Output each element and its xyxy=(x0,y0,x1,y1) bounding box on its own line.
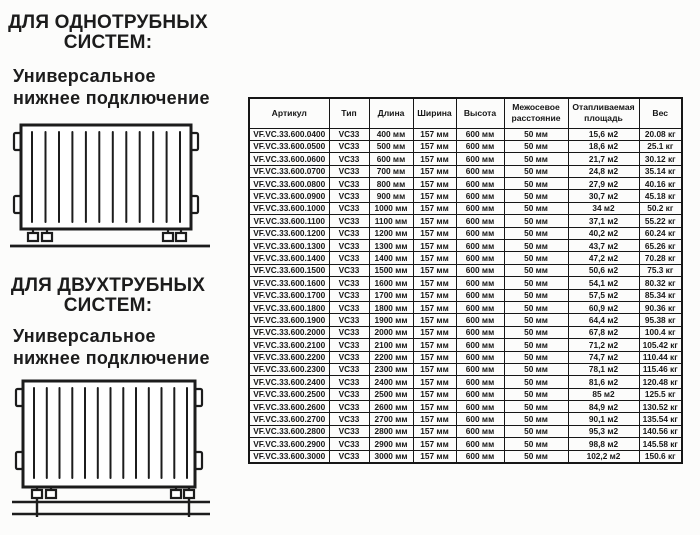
table-cell: 2800 мм xyxy=(369,425,413,437)
table-cell: 600 мм xyxy=(456,264,504,276)
table-cell: VF.VC.33.600.2700 xyxy=(249,413,329,425)
table-cell: 90,1 м2 xyxy=(568,413,639,425)
table-row xyxy=(249,264,682,276)
table-cell: 157 мм xyxy=(413,401,456,413)
table-cell: VC33 xyxy=(329,202,369,214)
table-cell: 600 мм xyxy=(456,413,504,425)
table-cell: 157 мм xyxy=(413,301,456,313)
table-cell: VF.VC.33.600.2000 xyxy=(249,326,329,338)
table-row xyxy=(249,326,682,338)
table-cell: 45.18 кг xyxy=(639,190,682,202)
table-cell: 50.2 кг xyxy=(639,202,682,214)
table-cell: VC33 xyxy=(329,438,369,450)
table-cell: 50 мм xyxy=(504,351,568,363)
table-cell: 24,8 м2 xyxy=(568,165,639,177)
table-cell: 157 мм xyxy=(413,351,456,363)
table-cell: VC33 xyxy=(329,339,369,351)
table-cell: 500 мм xyxy=(369,140,413,152)
table-cell: 600 мм xyxy=(456,351,504,363)
table-cell: 2600 мм xyxy=(369,401,413,413)
table-cell: 600 мм xyxy=(456,165,504,177)
table-cell: 145.58 кг xyxy=(639,438,682,450)
table-cell: VF.VC.33.600.1100 xyxy=(249,215,329,227)
table-cell: 600 мм xyxy=(456,277,504,289)
two-pipe-subheading xyxy=(13,326,228,369)
column-header: Отапливаемая площадь xyxy=(568,98,639,128)
table-cell: 600 мм xyxy=(456,289,504,301)
two-pipe-heading-line1: ДЛЯ ДВУХТРУБНЫХ xyxy=(10,275,206,296)
table-cell: 2500 мм xyxy=(369,388,413,400)
table-cell: 50 мм xyxy=(504,289,568,301)
two-pipe-subheading-line1: Универсальное xyxy=(13,326,156,346)
table-cell: 3000 мм xyxy=(369,450,413,462)
table-row xyxy=(249,413,682,425)
table-cell: 157 мм xyxy=(413,314,456,326)
table-cell: VF.VC.33.600.1700 xyxy=(249,289,329,301)
table-cell: 50 мм xyxy=(504,450,568,462)
table-cell: 157 мм xyxy=(413,363,456,375)
table-cell: 2400 мм xyxy=(369,376,413,388)
table-cell: 65.26 кг xyxy=(639,240,682,252)
table-row xyxy=(249,227,682,239)
table-cell: VC33 xyxy=(329,252,369,264)
table-cell: 700 мм xyxy=(369,165,413,177)
table-cell: VC33 xyxy=(329,178,369,190)
table-cell: 47,2 м2 xyxy=(568,252,639,264)
single-pipe-radiator-diagram-icon xyxy=(7,117,213,249)
table-cell: 600 мм xyxy=(456,388,504,400)
table-cell: 157 мм xyxy=(413,326,456,338)
table-cell: VF.VC.33.600.0600 xyxy=(249,153,329,165)
table-cell: VC33 xyxy=(329,227,369,239)
table-cell: 157 мм xyxy=(413,215,456,227)
table-cell: 18,6 м2 xyxy=(568,140,639,152)
table-cell: 2300 мм xyxy=(369,363,413,375)
table-cell: VF.VC.33.600.1300 xyxy=(249,240,329,252)
table-cell: VC33 xyxy=(329,376,369,388)
single-pipe-heading xyxy=(0,13,216,53)
table-cell: 85 м2 xyxy=(568,388,639,400)
table-cell: 600 мм xyxy=(456,215,504,227)
table-cell: VC33 xyxy=(329,413,369,425)
table-cell: 50 мм xyxy=(504,339,568,351)
table-cell: 50 мм xyxy=(504,401,568,413)
table-cell: 157 мм xyxy=(413,277,456,289)
table-cell: 157 мм xyxy=(413,450,456,462)
table-cell: VF.VC.33.600.1600 xyxy=(249,277,329,289)
table-cell: 157 мм xyxy=(413,128,456,140)
table-cell: VC33 xyxy=(329,289,369,301)
table-cell: VC33 xyxy=(329,326,369,338)
table-cell: 600 мм xyxy=(456,202,504,214)
table-cell: 81,6 м2 xyxy=(568,376,639,388)
table-row xyxy=(249,401,682,413)
table-cell: 37,1 м2 xyxy=(568,215,639,227)
table-cell: 50 мм xyxy=(504,376,568,388)
table-cell: 50,6 м2 xyxy=(568,264,639,276)
table-cell: 54,1 м2 xyxy=(568,277,639,289)
table-cell: VF.VC.33.600.3000 xyxy=(249,450,329,462)
spec-table-container xyxy=(248,97,681,464)
table-body xyxy=(249,128,682,463)
column-header: Ширина xyxy=(413,98,456,128)
table-cell: VF.VC.33.600.0700 xyxy=(249,165,329,177)
table-cell: 50 мм xyxy=(504,227,568,239)
table-cell: VF.VC.33.600.2300 xyxy=(249,363,329,375)
table-row xyxy=(249,252,682,264)
table-cell: 35.14 кг xyxy=(639,165,682,177)
table-row xyxy=(249,289,682,301)
table-cell: 34 м2 xyxy=(568,202,639,214)
table-cell: 157 мм xyxy=(413,202,456,214)
table-cell: VF.VC.33.600.0900 xyxy=(249,190,329,202)
table-cell: 60,9 м2 xyxy=(568,301,639,313)
table-cell: 600 мм xyxy=(456,425,504,437)
table-cell: 125.5 кг xyxy=(639,388,682,400)
table-cell: 40,2 м2 xyxy=(568,227,639,239)
table-row xyxy=(249,301,682,313)
table-cell: 78,1 м2 xyxy=(568,363,639,375)
table-cell: 50 мм xyxy=(504,165,568,177)
table-cell: 2000 мм xyxy=(369,326,413,338)
table-cell: 50 мм xyxy=(504,301,568,313)
table-row xyxy=(249,215,682,227)
table-cell: VF.VC.33.600.1400 xyxy=(249,252,329,264)
table-cell: 600 мм xyxy=(456,376,504,388)
table-cell: 30,7 м2 xyxy=(568,190,639,202)
single-pipe-subheading-line1: Универсальное xyxy=(13,66,156,86)
table-cell: VC33 xyxy=(329,363,369,375)
table-cell: 95.38 кг xyxy=(639,314,682,326)
table-cell: 20.08 кг xyxy=(639,128,682,140)
table-cell: 50 мм xyxy=(504,252,568,264)
table-cell: 157 мм xyxy=(413,339,456,351)
table-row xyxy=(249,190,682,202)
column-header: Длина xyxy=(369,98,413,128)
single-pipe-heading-line1: ДЛЯ ОДНОТРУБНЫХ xyxy=(8,12,208,33)
table-cell: VC33 xyxy=(329,215,369,227)
table-cell: 15,6 м2 xyxy=(568,128,639,140)
table-cell: 157 мм xyxy=(413,140,456,152)
table-cell: 2200 мм xyxy=(369,351,413,363)
table-cell: 90.36 кг xyxy=(639,301,682,313)
table-cell: 1600 мм xyxy=(369,277,413,289)
table-cell: 71,2 м2 xyxy=(568,339,639,351)
table-cell: 157 мм xyxy=(413,425,456,437)
table-cell: 1800 мм xyxy=(369,301,413,313)
table-cell: VF.VC.33.600.2600 xyxy=(249,401,329,413)
table-cell: 60.24 кг xyxy=(639,227,682,239)
table-cell: 900 мм xyxy=(369,190,413,202)
table-cell: 1000 мм xyxy=(369,202,413,214)
table-cell: 600 мм xyxy=(456,178,504,190)
table-cell: 600 мм xyxy=(456,363,504,375)
column-header: Тип xyxy=(329,98,369,128)
table-cell: 57,5 м2 xyxy=(568,289,639,301)
table-cell: 157 мм xyxy=(413,376,456,388)
table-cell: 1300 мм xyxy=(369,240,413,252)
table-cell: 25.1 кг xyxy=(639,140,682,152)
table-cell: 95,3 м2 xyxy=(568,425,639,437)
table-row xyxy=(249,450,682,462)
table-cell: 600 мм xyxy=(456,128,504,140)
table-row xyxy=(249,376,682,388)
table-cell: 50 мм xyxy=(504,153,568,165)
table-cell: 50 мм xyxy=(504,264,568,276)
table-row xyxy=(249,438,682,450)
table-cell: 110.44 кг xyxy=(639,351,682,363)
table-cell: VC33 xyxy=(329,153,369,165)
table-cell: VC33 xyxy=(329,450,369,462)
table-cell: VC33 xyxy=(329,425,369,437)
table-cell: 157 мм xyxy=(413,227,456,239)
table-cell: 600 мм xyxy=(456,314,504,326)
table-cell: VC33 xyxy=(329,128,369,140)
table-cell: 105.42 кг xyxy=(639,339,682,351)
table-cell: 50 мм xyxy=(504,413,568,425)
two-pipe-heading-line2: СИСТЕМ: xyxy=(63,295,153,316)
table-cell: 157 мм xyxy=(413,190,456,202)
table-row xyxy=(249,140,682,152)
table-cell: 50 мм xyxy=(504,202,568,214)
table-row xyxy=(249,128,682,140)
table-cell: 600 мм xyxy=(456,153,504,165)
table-cell: 50 мм xyxy=(504,425,568,437)
table-row xyxy=(249,363,682,375)
table-header-row xyxy=(249,98,682,128)
table-cell: 50 мм xyxy=(504,277,568,289)
table-cell: 64,4 м2 xyxy=(568,314,639,326)
table-cell: VF.VC.33.600.2200 xyxy=(249,351,329,363)
table-row xyxy=(249,339,682,351)
table-row xyxy=(249,165,682,177)
table-cell: 2900 мм xyxy=(369,438,413,450)
table-cell: 55.22 кг xyxy=(639,215,682,227)
table-cell: 135.54 кг xyxy=(639,413,682,425)
table-cell: 50 мм xyxy=(504,128,568,140)
table-cell: 1400 мм xyxy=(369,252,413,264)
single-pipe-subheading-line2: нижнее подключение xyxy=(13,87,210,108)
table-cell: 1200 мм xyxy=(369,227,413,239)
table-cell: VC33 xyxy=(329,240,369,252)
table-row xyxy=(249,202,682,214)
table-cell: VF.VC.33.600.2900 xyxy=(249,438,329,450)
single-pipe-subheading xyxy=(13,66,228,109)
table-cell: 50 мм xyxy=(504,388,568,400)
table-cell: 600 мм xyxy=(456,240,504,252)
table-cell: 50 мм xyxy=(504,438,568,450)
table-cell: 50 мм xyxy=(504,326,568,338)
table-cell: 1100 мм xyxy=(369,215,413,227)
table-cell: 30.12 кг xyxy=(639,153,682,165)
table-cell: 600 мм xyxy=(456,252,504,264)
table-cell: 75.3 кг xyxy=(639,264,682,276)
table-cell: VF.VC.33.600.1500 xyxy=(249,264,329,276)
table-cell: 600 мм xyxy=(456,326,504,338)
table-cell: 130.52 кг xyxy=(639,401,682,413)
table-cell: 102,2 м2 xyxy=(568,450,639,462)
table-cell: VF.VC.33.600.0500 xyxy=(249,140,329,152)
table-cell: VF.VC.33.600.2100 xyxy=(249,339,329,351)
table-cell: 2700 мм xyxy=(369,413,413,425)
table-cell: VC33 xyxy=(329,351,369,363)
table-cell: 140.56 кг xyxy=(639,425,682,437)
table-cell: VF.VC.33.600.1800 xyxy=(249,301,329,313)
table-cell: VC33 xyxy=(329,388,369,400)
table-cell: VF.VC.33.600.0800 xyxy=(249,178,329,190)
table-cell: 600 мм xyxy=(456,190,504,202)
table-cell: 98,8 м2 xyxy=(568,438,639,450)
table-cell: 800 мм xyxy=(369,178,413,190)
table-row xyxy=(249,240,682,252)
table-cell: 84,9 м2 xyxy=(568,401,639,413)
table-cell: 50 мм xyxy=(504,178,568,190)
table-cell: 600 мм xyxy=(456,301,504,313)
table-cell: VC33 xyxy=(329,277,369,289)
table-cell: VF.VC.33.600.2400 xyxy=(249,376,329,388)
table-cell: 1700 мм xyxy=(369,289,413,301)
table-cell: VC33 xyxy=(329,301,369,313)
table-row xyxy=(249,153,682,165)
table-cell: VF.VC.33.600.1200 xyxy=(249,227,329,239)
table-row xyxy=(249,425,682,437)
table-cell: VF.VC.33.600.2500 xyxy=(249,388,329,400)
table-cell: 50 мм xyxy=(504,215,568,227)
table-cell: 600 мм xyxy=(456,140,504,152)
table-cell: VC33 xyxy=(329,165,369,177)
table-cell: 1500 мм xyxy=(369,264,413,276)
spec-table xyxy=(248,97,683,464)
table-cell: 600 мм xyxy=(456,450,504,462)
table-cell: 2100 мм xyxy=(369,339,413,351)
table-cell: 600 мм xyxy=(456,339,504,351)
two-pipe-subheading-line2: нижнее подключение xyxy=(13,347,210,368)
two-pipe-radiator-diagram-icon xyxy=(7,375,215,531)
table-cell: 50 мм xyxy=(504,190,568,202)
table-cell: 157 мм xyxy=(413,413,456,425)
table-cell: 100.4 кг xyxy=(639,326,682,338)
column-header: Вес xyxy=(639,98,682,128)
table-cell: 157 мм xyxy=(413,289,456,301)
table-cell: 157 мм xyxy=(413,240,456,252)
table-cell: 40.16 кг xyxy=(639,178,682,190)
table-cell: 400 мм xyxy=(369,128,413,140)
column-header: Артикул xyxy=(249,98,329,128)
table-cell: 600 мм xyxy=(369,153,413,165)
table-cell: 50 мм xyxy=(504,140,568,152)
table-cell: 157 мм xyxy=(413,438,456,450)
single-pipe-heading-line2: СИСТЕМ: xyxy=(63,32,153,53)
table-cell: VC33 xyxy=(329,190,369,202)
table-row xyxy=(249,314,682,326)
table-cell: 74,7 м2 xyxy=(568,351,639,363)
table-row xyxy=(249,388,682,400)
table-row xyxy=(249,277,682,289)
table-cell: VC33 xyxy=(329,264,369,276)
table-cell: 50 мм xyxy=(504,314,568,326)
table-cell: 50 мм xyxy=(504,240,568,252)
table-cell: 27,9 м2 xyxy=(568,178,639,190)
table-cell: 85.34 кг xyxy=(639,289,682,301)
table-cell: VC33 xyxy=(329,401,369,413)
table-cell: 1900 мм xyxy=(369,314,413,326)
table-row xyxy=(249,178,682,190)
table-cell: 600 мм xyxy=(456,438,504,450)
table-cell: 157 мм xyxy=(413,252,456,264)
table-cell: 157 мм xyxy=(413,388,456,400)
table-cell: 157 мм xyxy=(413,153,456,165)
table-cell: VC33 xyxy=(329,140,369,152)
table-cell: 80.32 кг xyxy=(639,277,682,289)
table-cell: VF.VC.33.600.1000 xyxy=(249,202,329,214)
table-cell: 150.6 кг xyxy=(639,450,682,462)
table-cell: 21,7 м2 xyxy=(568,153,639,165)
column-header: Высота xyxy=(456,98,504,128)
table-cell: 50 мм xyxy=(504,363,568,375)
table-row xyxy=(249,351,682,363)
table-cell: 600 мм xyxy=(456,401,504,413)
table-cell: 67,8 м2 xyxy=(568,326,639,338)
table-cell: 157 мм xyxy=(413,178,456,190)
table-cell: VC33 xyxy=(329,314,369,326)
table-cell: VF.VC.33.600.0400 xyxy=(249,128,329,140)
table-cell: 600 мм xyxy=(456,227,504,239)
table-cell: 43,7 м2 xyxy=(568,240,639,252)
table-cell: VF.VC.33.600.2800 xyxy=(249,425,329,437)
table-cell: 157 мм xyxy=(413,264,456,276)
table-cell: 70.28 кг xyxy=(639,252,682,264)
column-header: Межосевое расстояние xyxy=(504,98,568,128)
table-cell: 115.46 кг xyxy=(639,363,682,375)
table-cell: 120.48 кг xyxy=(639,376,682,388)
two-pipe-heading xyxy=(0,276,216,316)
table-cell: 157 мм xyxy=(413,165,456,177)
table-cell: VF.VC.33.600.1900 xyxy=(249,314,329,326)
